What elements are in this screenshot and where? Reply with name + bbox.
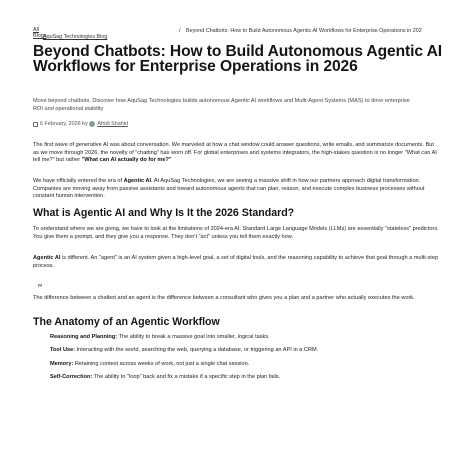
author-link[interactable]: Afridi Shahid (97, 121, 128, 127)
paragraph-intro-text: The first wave of generative AI was about conversation. We marveled at how a chat window could answer questions, write emails, and summarize documents. But as we move through 2026, the novelty of "chatting" has worn off. For global enterprises and systems integrators, the high-stakes question is no longer "What can AI tell me?" but rather (33, 142, 437, 164)
paragraph-agentic-bold: Agentic AI (33, 255, 61, 261)
paragraph-intro-bold: "What can AI actually do for me?" (81, 157, 172, 164)
list-item-text: Interacting with the world, searching the web, querying a database, or triggering an API in a CRM. (75, 347, 319, 354)
paragraph-era-bold: Agentic AI (123, 178, 152, 184)
heading-anatomy: The Anatomy of an Agentic Workflow (33, 316, 220, 328)
list-item-text: Retaining context across weeks of work, not just a single chat session. (73, 360, 250, 367)
paragraph-limitations: To understand where we are going, we have to look at the limitations of 2024-era AI. Standard Large Language Models (LLMs) are essentially "stateless" predictors. You give them a prompt, and they give you a response. They don't "act" unless you tell them exactly how. (33, 226, 439, 240)
list-item (50, 361, 430, 374)
breadcrumb-all-line1: All (33, 27, 39, 33)
breadcrumb-separator: / (179, 28, 181, 34)
breadcrumb-all-line2: Blogs (33, 32, 47, 39)
paragraph-agentic-different (33, 255, 441, 270)
publish-date: 6 February, 2026 (40, 121, 81, 127)
list-item-text: The ability to break a massive goal into smaller, logical tasks. (117, 334, 270, 340)
heading-what-is-agentic-ai: What is Agentic AI and Why Is It the 2026 Standard? (33, 207, 295, 219)
paragraph-agentic-post: is different. An "agent" is an AI system given a high-level goal, a set of digital tools, and the reasoning capability to achieve that goal through a multi-step process. (33, 255, 439, 269)
calendar-icon (33, 122, 38, 127)
page-title: Beyond Chatbots: How to Build Autonomous Agentic AI Workflows for Enterprise Operations in 2026 (33, 43, 442, 76)
article-intro: Move beyond chatbots. Discover how AquSag Technologies builds autonomous Agentic AI workflows and Multi-Agent Systems (MAS) to drive enterprise ROI and operational stability (33, 98, 410, 112)
breadcrumb (33, 28, 440, 42)
paragraph-intro (33, 142, 441, 165)
paragraph-era-post: . At AquSag Technologies, we are seeing a massive shift in how our partners approach digital transformation. Companies are moving away from passive assistants and toward autonomous agents that can plan, reason, and execute complex business processes without constant human intervention. (33, 178, 425, 200)
breadcrumb-blog-link[interactable]: AquSag Technologies Blog (43, 33, 108, 40)
list-item (50, 334, 430, 347)
avatar (89, 121, 95, 127)
list-item-text: The ability to "loop" back and fix a mistake if a specific step in the plan fails. (92, 374, 281, 381)
list-item-term: Reasoning and Planning: (50, 334, 118, 340)
list-item (50, 347, 430, 360)
list-item (50, 374, 430, 387)
author-by: by (82, 121, 88, 127)
paragraph-era-pre: We have officially entered the era of (33, 178, 124, 184)
workflow-list (50, 334, 430, 388)
breadcrumb-current: Beyond Chatbots: How to Build Autonomous Agentic AI Workflows for Enterprise Operations in 202 (186, 28, 422, 34)
paragraph-era (33, 178, 441, 201)
list-item-term: Tool Use: (50, 347, 76, 354)
blockquote-text: The difference between a chatbot and an agent is the difference between a consultant who gives you a plan and a partner who actually executes the work. (33, 295, 415, 301)
list-item-term: Memory: (50, 360, 74, 367)
quote-icon: “ (37, 282, 43, 295)
list-item-term: Self-Correction: (50, 374, 93, 381)
article-meta (33, 121, 128, 127)
